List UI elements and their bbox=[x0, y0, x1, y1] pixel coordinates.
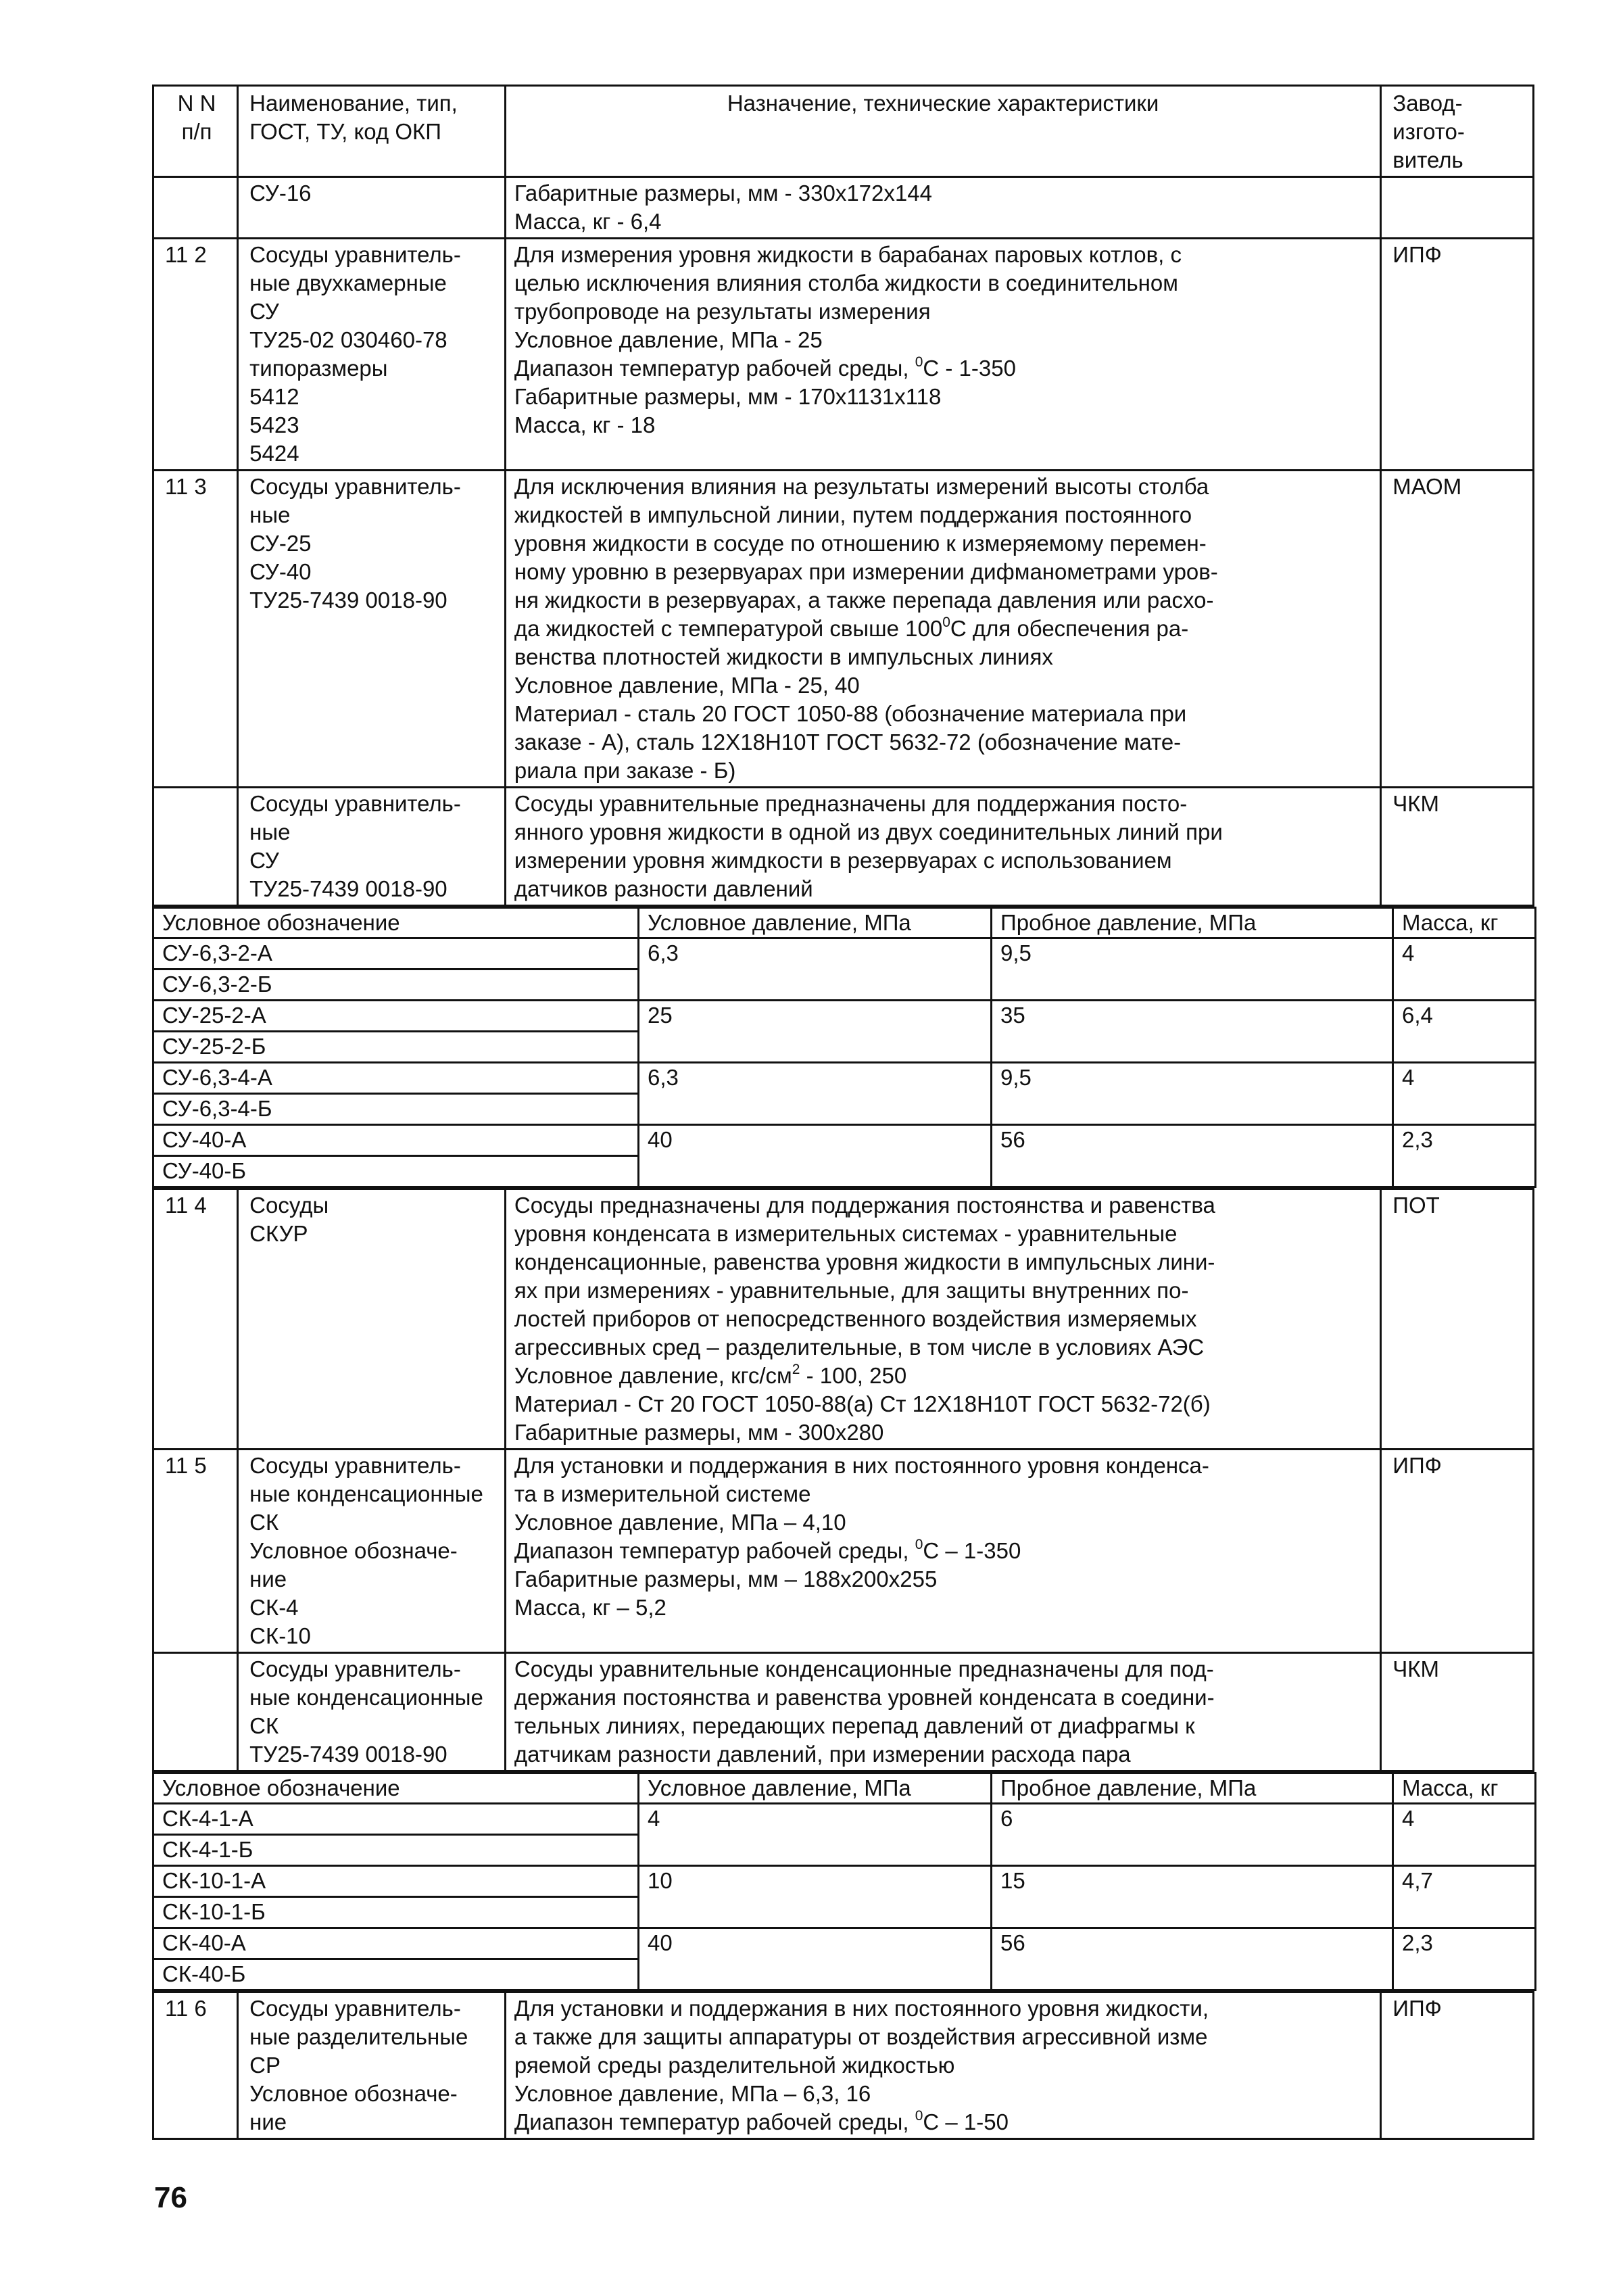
test-pressure-cell: 9,5 bbox=[992, 938, 1393, 1001]
text-line: ТУ25-7439 0018-90 bbox=[249, 1742, 447, 1767]
table-header-row bbox=[153, 86, 1534, 177]
designation-cell bbox=[153, 1804, 639, 1866]
item-manufacturer-cell: ИПФ bbox=[1381, 1992, 1534, 2139]
text-line: заказе - А), сталь 12Х18Н10Т ГОСТ 5632-72 (обозначение мате- bbox=[514, 730, 1182, 755]
designation-code: СУ-6,3-4-А bbox=[154, 1063, 637, 1095]
item-manufacturer-cell: ЧКМ bbox=[1381, 1653, 1534, 1771]
text-line: ТУ25-02 030460-78 bbox=[249, 327, 447, 352]
header-purpose: Назначение, технические характеристики bbox=[505, 86, 1380, 177]
table-row bbox=[153, 471, 1534, 788]
text-line: СК bbox=[249, 1510, 279, 1535]
main-table-end bbox=[152, 1991, 1534, 2140]
table-row bbox=[153, 239, 1534, 471]
subtable-row bbox=[153, 1928, 1536, 1990]
text-line: ному уровню в резервуарах при измерении дифманометрами уров- bbox=[514, 559, 1218, 584]
subtable-header-cell: Условное обозначение bbox=[153, 1773, 639, 1804]
text-line: агрессивных сред – разделительные, в том числе в условиях АЭС bbox=[514, 1335, 1205, 1360]
text-line: конденсационные, равенства уровня жидкости в импульсных лини- bbox=[514, 1249, 1215, 1274]
text-line: Условное давление, МПа – 6,3, 16 bbox=[514, 2081, 871, 2106]
text-line: Масса, кг – 5,2 bbox=[514, 1595, 666, 1620]
table-row bbox=[153, 1450, 1534, 1653]
text-line: датчиков разности давлений bbox=[514, 876, 813, 901]
mass-cell: 4 bbox=[1393, 938, 1536, 1001]
item-name-cell bbox=[238, 1450, 506, 1653]
header-num bbox=[153, 86, 238, 177]
nominal-pressure-cell: 10 bbox=[639, 1866, 992, 1928]
text-line: держания постоянства и равенства уровней конденсата в соедини- bbox=[514, 1685, 1215, 1710]
text-line: Сосуды уравнитель- bbox=[249, 1656, 461, 1681]
text-line: янного уровня жидкости в одной из двух соединительных линий при bbox=[514, 819, 1223, 844]
text-line: Условное давление, кгс/$см^2 - 100$, 250 bbox=[514, 1362, 907, 1388]
text-line: та в измерительной системе bbox=[514, 1481, 811, 1506]
designation-code: СУ-40-А bbox=[154, 1126, 637, 1157]
header-maker bbox=[1381, 86, 1534, 177]
designation-code: СК-10-1-Б bbox=[162, 1899, 266, 1924]
item-description-cell bbox=[505, 239, 1380, 471]
nominal-pressure-cell: 40 bbox=[639, 1125, 992, 1187]
designation-code: СУ-6,3-4-Б bbox=[162, 1096, 272, 1121]
text-line: 5424 bbox=[249, 441, 299, 466]
text-line: Сосуды уравнитель- bbox=[249, 1453, 461, 1478]
text-line: венства плотностей жидкости в импульсных линиях bbox=[514, 644, 1053, 669]
item-description-cell bbox=[505, 788, 1380, 906]
main-table bbox=[152, 85, 1534, 907]
test-pressure-cell: 6 bbox=[992, 1804, 1393, 1866]
designation-code: СУ-40-Б bbox=[162, 1158, 247, 1183]
nominal-pressure-cell: 25 bbox=[639, 1001, 992, 1063]
text-line: п/п bbox=[181, 119, 212, 144]
text-line: Для исключения влияния на результаты измерений высоты столба bbox=[514, 474, 1209, 499]
item-description-cell bbox=[505, 1189, 1380, 1450]
sizes-table-su bbox=[152, 907, 1536, 1188]
text-line: Диапазон температур рабочей среды, $^0$С – 1-350 bbox=[514, 1537, 1021, 1563]
item-manufacturer-cell: ИПФ bbox=[1381, 239, 1534, 471]
nominal-pressure-cell: 4 bbox=[639, 1804, 992, 1866]
test-pressure-cell: 15 bbox=[992, 1866, 1393, 1928]
item-description-cell bbox=[505, 177, 1380, 239]
text-line: Габаритные размеры, мм - 330х172х144 bbox=[514, 181, 932, 206]
item-number-cell: 11 5 bbox=[153, 1450, 238, 1653]
text-line: ные конденсационные bbox=[249, 1685, 483, 1710]
item-manufacturer-cell: ИПФ bbox=[1381, 1450, 1534, 1653]
text-line: ТУ25-7439 0018-90 bbox=[249, 876, 447, 901]
item-manufacturer-cell: МАОМ bbox=[1381, 471, 1534, 788]
designation-cell bbox=[153, 1063, 639, 1125]
text-line: Масса, кг - 18 bbox=[514, 412, 656, 437]
text-line: ние bbox=[249, 2109, 287, 2134]
text-line: Условное давление, МПа - 25 bbox=[514, 327, 823, 352]
designation-code: СК-40-А bbox=[154, 1929, 637, 1960]
designation-cell bbox=[153, 1866, 639, 1928]
main-table-cont bbox=[152, 1188, 1534, 1772]
text-line: Габаритные размеры, мм - 170х1131х118 bbox=[514, 384, 942, 409]
subtable-row bbox=[153, 1063, 1536, 1125]
text-line: СУ-40 bbox=[249, 559, 312, 584]
subtable-header-row bbox=[153, 1773, 1536, 1804]
subtable-header-row bbox=[153, 908, 1536, 938]
table-row bbox=[153, 788, 1534, 906]
text-line: Диапазон температур рабочей среды, $^0$С – 1-50 bbox=[514, 2108, 1009, 2134]
item-name-cell bbox=[238, 1992, 506, 2139]
designation-code: СУ-25-2-А bbox=[154, 1001, 637, 1032]
subtable-header-cell: Пробное давление, МПа bbox=[992, 908, 1393, 938]
mass-cell: 4 bbox=[1393, 1063, 1536, 1125]
text-line: ные разделительные bbox=[249, 2024, 468, 2049]
text-line: Сосуды предназначены для поддержания постоянства и равенства bbox=[514, 1193, 1215, 1218]
text-line: трубопроводе на результаты измерения bbox=[514, 299, 931, 324]
item-manufacturer-cell: ЧКМ bbox=[1381, 788, 1534, 906]
item-name-cell bbox=[238, 239, 506, 471]
text-line: Сосуды уравнитель- bbox=[249, 242, 461, 267]
item-number-cell bbox=[153, 177, 238, 239]
designation-code: СК-40-Б bbox=[162, 1961, 246, 1986]
table-row bbox=[153, 1992, 1534, 2139]
item-name-cell bbox=[238, 177, 506, 239]
text-line: целью исключения влияния столба жидкости в соединительном bbox=[514, 270, 1178, 295]
subtable-header-cell: Условное обозначение bbox=[153, 908, 639, 938]
mass-cell: 4 bbox=[1393, 1804, 1536, 1866]
text-line: жидкостей в импульсной линии, путем поддержания постоянного bbox=[514, 502, 1192, 527]
item-name-cell bbox=[238, 1653, 506, 1771]
text-line: ные двухкамерные bbox=[249, 270, 447, 295]
subtable-row bbox=[153, 1866, 1536, 1928]
text-line: 5412 bbox=[249, 384, 299, 409]
text-line: СУ bbox=[249, 848, 279, 873]
item-manufacturer-cell bbox=[1381, 177, 1534, 239]
text-line: измерении уровня жимдкости в резервуарах с использованием bbox=[514, 848, 1172, 873]
text-line: Сосуды уравнительные предназначены для поддержания посто- bbox=[514, 791, 1188, 816]
designation-code: СК-4-1-А bbox=[154, 1804, 637, 1836]
item-description-cell bbox=[505, 471, 1380, 788]
text-line: риала при заказе - Б) bbox=[514, 758, 736, 783]
subtable-row bbox=[153, 938, 1536, 1001]
table-row bbox=[153, 1653, 1534, 1771]
mass-cell: 6,4 bbox=[1393, 1001, 1536, 1063]
text-line: СК-10 bbox=[249, 1623, 311, 1648]
item-number-cell bbox=[153, 1653, 238, 1771]
text-line: Сосуды уравнитель- bbox=[249, 1996, 461, 2021]
test-pressure-cell: 9,5 bbox=[992, 1063, 1393, 1125]
text-line: уровня жидкости в сосуде по отношению к измеряемому перемен- bbox=[514, 531, 1207, 556]
designation-code: СК-4-1-Б bbox=[162, 1837, 253, 1862]
subtable-header-cell: Масса, кг bbox=[1393, 908, 1536, 938]
designation-code: СУ-25-2-Б bbox=[162, 1034, 266, 1059]
nominal-pressure-cell: 6,3 bbox=[639, 938, 992, 1001]
spec-table-page bbox=[152, 85, 1534, 2140]
text-line: СК-4 bbox=[249, 1595, 299, 1620]
text-line: ные bbox=[249, 502, 291, 527]
text-line: Сосуды уравнитель- bbox=[249, 791, 461, 816]
table-row bbox=[153, 1189, 1534, 1450]
text-line: Для установки и поддержания в них постоянного уровня жидкости, bbox=[514, 1996, 1209, 2021]
text-line: Условное давление, МПа – 4,10 bbox=[514, 1510, 846, 1535]
text-line: ние bbox=[249, 1566, 287, 1592]
item-number-cell: 11 6 bbox=[153, 1992, 238, 2139]
text-line: лостей приборов от непосредственного воздействия измеряемых bbox=[514, 1306, 1197, 1331]
text-line: Диапазон температур рабочей среды, $^0$С - 1-350 bbox=[514, 354, 1016, 381]
item-name-cell bbox=[238, 471, 506, 788]
text-line: Наименование, тип, bbox=[249, 91, 458, 116]
text-line: Сосуды уравнитель- bbox=[249, 474, 461, 499]
text-line: Сосуды уравнительные конденсационные предназначены для под- bbox=[514, 1656, 1214, 1681]
text-line: N N bbox=[177, 91, 216, 116]
item-number-cell bbox=[153, 788, 238, 906]
text-line: типоразмеры bbox=[249, 356, 388, 381]
designation-cell bbox=[153, 938, 639, 1001]
page-number: 76 bbox=[154, 2181, 187, 2214]
text-line: тельных линиях, передающих перепад давлений от диафрагмы к bbox=[514, 1713, 1195, 1738]
mass-cell: 2,3 bbox=[1393, 1928, 1536, 1990]
designation-code: СУ-6,3-2-А bbox=[154, 939, 637, 970]
nominal-pressure-cell: 40 bbox=[639, 1928, 992, 1990]
text-line: СУ-16 bbox=[249, 181, 312, 206]
text-line: СУ-25 bbox=[249, 531, 312, 556]
designation-cell bbox=[153, 1125, 639, 1187]
designation-code: СК-10-1-А bbox=[154, 1867, 637, 1898]
sizes-table-sk bbox=[152, 1772, 1536, 1991]
item-number-cell: 11 4 bbox=[153, 1189, 238, 1450]
subtable-header-cell: Пробное давление, МПа bbox=[992, 1773, 1393, 1804]
text-line: ные bbox=[249, 819, 291, 844]
text-line: ня жидкости в резервуарах, а также перепада давления или расхо- bbox=[514, 588, 1214, 613]
text-line: СУ bbox=[249, 299, 279, 324]
test-pressure-cell: 35 bbox=[992, 1001, 1393, 1063]
subtable-header-cell: Условное давление, МПа bbox=[639, 1773, 992, 1804]
item-name-cell bbox=[238, 1189, 506, 1450]
text-line: СК bbox=[249, 1713, 279, 1738]
text-line: Материал - сталь 20 ГОСТ 1050-88 (обозначение материала при bbox=[514, 701, 1187, 726]
text-line: изгото- bbox=[1392, 119, 1465, 144]
text-line: ГОСТ, ТУ, код ОКП bbox=[249, 119, 441, 144]
text-line: СР bbox=[249, 2053, 281, 2078]
item-name-cell bbox=[238, 788, 506, 906]
nominal-pressure-cell: 6,3 bbox=[639, 1063, 992, 1125]
text-line: Условное давление, МПа - 25, 40 bbox=[514, 673, 860, 698]
text-line: витель bbox=[1392, 147, 1463, 172]
text-line: Сосуды bbox=[249, 1193, 329, 1218]
item-number-cell: 11 2 bbox=[153, 239, 238, 471]
subtable-row bbox=[153, 1001, 1536, 1063]
table-row bbox=[153, 177, 1534, 239]
subtable-row bbox=[153, 1804, 1536, 1866]
text-line: 5423 bbox=[249, 412, 299, 437]
item-description-cell bbox=[505, 1992, 1380, 2139]
text-line: Для измерения уровня жидкости в барабанах паровых котлов, с bbox=[514, 242, 1182, 267]
text-line: а также для защиты аппаратуры от воздействия агрессивной изме bbox=[514, 2024, 1208, 2049]
item-description-cell bbox=[505, 1653, 1380, 1771]
text-line: ряемой среды разделительной жидкостью bbox=[514, 2053, 955, 2078]
text-line: Для установки и поддержания в них постоянного уровня конденса- bbox=[514, 1453, 1209, 1478]
text-line: Габаритные размеры, мм - 300х280 bbox=[514, 1420, 884, 1445]
text-line: ях при измерениях - уравнительные, для защиты внутренних по- bbox=[514, 1278, 1189, 1303]
item-description-cell bbox=[505, 1450, 1380, 1653]
text-line: СКУР bbox=[249, 1221, 308, 1246]
text-line: Габаритные размеры, мм – 188х200х255 bbox=[514, 1566, 938, 1592]
designation-cell bbox=[153, 1928, 639, 1990]
header-name bbox=[238, 86, 506, 177]
text-line: да жидкостей с температурой свыше $100^0С$ для обеспечения ра- bbox=[514, 615, 1189, 641]
designation-code: СУ-6,3-2-Б bbox=[162, 972, 272, 997]
text-line: Условное обозначе- bbox=[249, 2081, 458, 2106]
subtable-header-cell: Масса, кг bbox=[1393, 1773, 1536, 1804]
text-line: Завод- bbox=[1392, 91, 1463, 116]
test-pressure-cell: 56 bbox=[992, 1125, 1393, 1187]
text-line: уровня конденсата в измерительных системах - уравнительные bbox=[514, 1221, 1178, 1246]
mass-cell: 2,3 bbox=[1393, 1125, 1536, 1187]
subtable-row bbox=[153, 1125, 1536, 1187]
item-manufacturer-cell: ПОТ bbox=[1381, 1189, 1534, 1450]
designation-cell bbox=[153, 1001, 639, 1063]
item-number-cell: 11 3 bbox=[153, 471, 238, 788]
test-pressure-cell: 56 bbox=[992, 1928, 1393, 1990]
subtable-header-cell: Условное давление, МПа bbox=[639, 908, 992, 938]
text-line: Материал - Ст 20 ГОСТ 1050-88(а) Ст 12Х18Н10Т ГОСТ 5632-72(б) bbox=[514, 1391, 1211, 1416]
text-line: Условное обозначе- bbox=[249, 1538, 458, 1563]
mass-cell: 4,7 bbox=[1393, 1866, 1536, 1928]
text-line: датчикам разности давлений, при измерении расхода пара bbox=[514, 1742, 1131, 1767]
text-line: ные конденсационные bbox=[249, 1481, 483, 1506]
text-line: Масса, кг - 6,4 bbox=[514, 209, 662, 234]
text-line: ТУ25-7439 0018-90 bbox=[249, 588, 447, 613]
